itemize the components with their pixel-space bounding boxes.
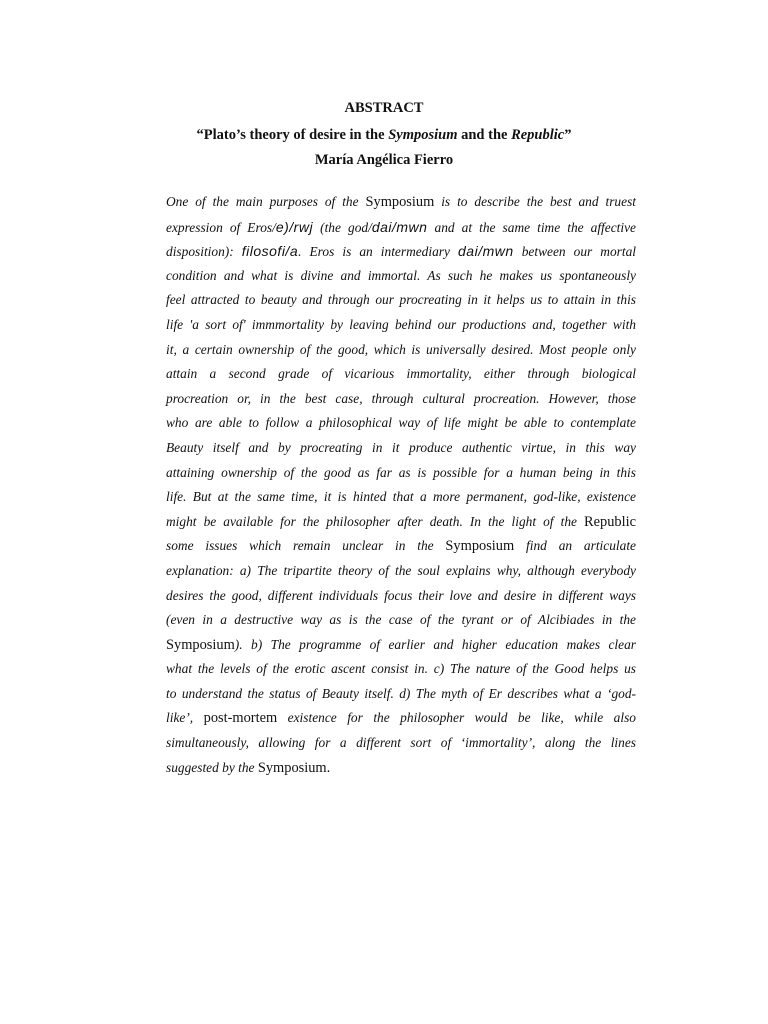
- abstract-line: [166, 215, 636, 240]
- work-title-text: Symposium: [365, 194, 435, 210]
- abstract-text: Beauty itself and by procreating in it produce authentic virtue, in this way: [166, 439, 636, 455]
- abstract-text: life 'a sort of' immmortality by leaving behind our productions and, together with: [166, 316, 636, 332]
- abstract-line: [166, 239, 636, 264]
- abstract-text: suggested by the: [166, 759, 258, 775]
- title-close-quote: ”: [564, 127, 572, 143]
- paper-title: [0, 126, 768, 144]
- title-prefix: “Plato’s theory of desire in the: [196, 127, 389, 143]
- abstract-line: [166, 633, 636, 658]
- abstract-line: [166, 682, 636, 707]
- abstract-heading: ABSTRACT: [344, 100, 424, 116]
- abstract-body: [166, 190, 636, 780]
- abstract-line: [166, 559, 636, 584]
- greek-term: dai/mwn: [458, 243, 514, 260]
- work-title-text: Symposium: [257, 759, 327, 776]
- abstract-text: some issues which remain unclear in the: [166, 538, 446, 554]
- abstract-line: [166, 338, 636, 363]
- abstract-line: [166, 534, 636, 559]
- abstract-text: procreation or, in the best case, through cultural procreation. However, those: [166, 390, 636, 406]
- paper-author: María Angélica Fierro: [314, 152, 454, 168]
- abstract-line: [166, 313, 636, 338]
- abstract-line: [166, 657, 636, 682]
- work-title-text: Symposium: [166, 636, 235, 653]
- abstract-line: [166, 461, 636, 486]
- abstract-text: attaining ownership of the good as far as is possible for a human being in this: [166, 464, 636, 480]
- abstract-text: . Eros is an intermediary: [298, 244, 459, 260]
- abstract-text: condition and what is divine and immortal. As such he makes us spontaneously: [166, 267, 636, 283]
- greek-term: e)/rwj: [275, 218, 314, 235]
- abstract-text: simultaneously, allowing for a different sort of ‘immortality’, along the lines: [166, 735, 636, 751]
- abstract-line: [166, 510, 636, 535]
- abstract-text: who are able to follow a philosophical way of life might be able to contemplate: [166, 415, 636, 431]
- abstract-text: explanation: a) The tripartite theory of the soul explains why, although everybody: [166, 562, 636, 578]
- abstract-text: and at the same time the affective: [427, 219, 636, 235]
- abstract-line: [166, 706, 636, 731]
- abstract-line: [166, 436, 636, 461]
- title-conjunction: and the: [457, 127, 512, 143]
- abstract-text: like’,: [166, 710, 204, 726]
- abstract-text: find an articulate: [514, 538, 636, 554]
- abstract-text: what the levels of the erotic ascent consist in. c) The nature of the Good helps us: [166, 661, 636, 677]
- abstract-text: (even in a destructive way as is the case of the tyrant or of Alcibiades in the: [166, 612, 636, 628]
- abstract-text: is to describe the best and truest: [434, 194, 636, 209]
- greek-term: dai/mwn: [371, 218, 428, 235]
- abstract-line: [166, 387, 636, 412]
- work-title-text: .: [326, 759, 331, 776]
- abstract-text: One of the main purposes of the: [166, 194, 366, 209]
- abstract-line: [166, 608, 636, 633]
- abstract-line: [166, 362, 636, 387]
- title-work-republic: Republic: [511, 127, 565, 143]
- abstract-line: [166, 756, 636, 781]
- work-title-text: Republic: [584, 513, 636, 530]
- abstract-line: [166, 264, 636, 289]
- abstract-line: [166, 411, 636, 436]
- abstract-line: [166, 584, 636, 609]
- title-work-symposium: Symposium: [388, 127, 458, 143]
- abstract-text: it, a certain ownership of the good, which is universally desired. Most people only: [166, 341, 636, 357]
- abstract-line: [166, 190, 636, 215]
- greek-term: filosofi/a: [241, 243, 299, 260]
- abstract-text: life. But at the same time, it is hinted that a more permanent, god-like, existence: [166, 489, 636, 505]
- abstract-text: attain a second grade of vicarious immortality, either through biological: [166, 366, 636, 382]
- work-title-text: post-mortem: [203, 710, 278, 727]
- abstract-text: expression of Eros/: [166, 219, 276, 235]
- abstract-line: [166, 485, 636, 510]
- abstract-text: disposition):: [166, 244, 242, 260]
- abstract-text: might be available for the philosopher after death. In the light of the: [166, 513, 585, 529]
- abstract-line: [166, 731, 636, 756]
- abstract-text: to understand the status of Beauty itself. d) The myth of Er describes what a ‘god-: [166, 685, 636, 701]
- abstract-text: feel attracted to beauty and through our procreating in it helps us to attain in this: [166, 292, 636, 308]
- abstract-text: between our mortal: [513, 244, 636, 260]
- abstract-text: desires the good, different individuals focus their love and desire in different ways: [166, 587, 636, 603]
- abstract-line: [166, 288, 636, 313]
- abstract-text: existence for the philosopher would be like, while also: [277, 710, 636, 726]
- abstract-text: ). b) The programme of earlier and higher education makes clear: [234, 636, 636, 652]
- abstract-text: (the god/: [313, 219, 372, 235]
- work-title-text: Symposium: [445, 538, 515, 555]
